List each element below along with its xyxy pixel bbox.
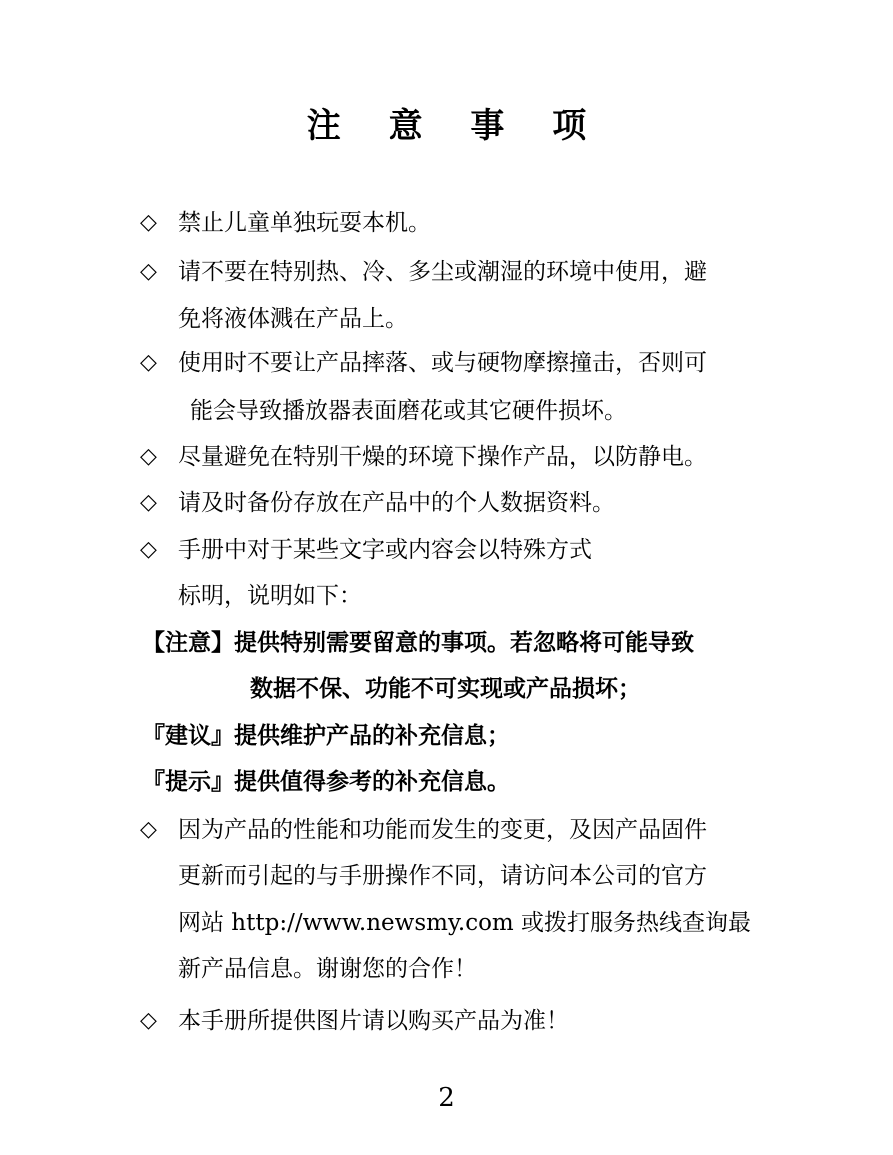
list-item: 请不要在特别热、冷、多尘或潮湿的环境中使用，避	[178, 259, 707, 285]
bullet-icon: ◇	[140, 350, 157, 375]
list-item: 手册中对于某些文字或内容会以特殊方式	[178, 537, 592, 563]
list-item: 因为产品的性能和功能而发生的变更，及因产品固件	[178, 817, 707, 843]
list-item: 尽量避免在特别干燥的环境下操作产品，以防静电。	[178, 444, 707, 470]
bullet-icon: ◇	[140, 537, 157, 562]
bullet-icon: ◇	[140, 490, 157, 515]
bullet-icon: ◇	[140, 210, 157, 235]
page-number: 2	[438, 1083, 455, 1113]
list-item-continuation: 新产品信息。谢谢您的合作！	[178, 956, 477, 982]
list-item-continuation: 网站 http://www.newsmy.com 或拨打服务热线查询最	[178, 910, 752, 936]
bullet-icon: ◇	[140, 1008, 157, 1033]
list-item-continuation: 免将液体溅在产品上。	[178, 306, 408, 332]
caution-note-continuation: 数据不保、功能不可实现或产品损坏；	[250, 676, 641, 702]
list-item-continuation: 更新而引起的与手册操作不同，请访问本公司的官方	[178, 863, 707, 889]
list-item: 使用时不要让产品摔落、或与硬物摩擦撞击，否则可	[178, 350, 707, 376]
list-item: 请及时备份存放在产品中的个人数据资料。	[178, 490, 615, 516]
list-item-continuation: 标明，说明如下：	[178, 583, 362, 609]
tip-note: 『提示』提供值得参考的补充信息。	[142, 769, 510, 795]
list-item: 禁止儿童单独玩耍本机。	[178, 210, 431, 236]
list-item-continuation: 能会导致播放器表面磨花或其它硬件损坏。	[190, 398, 627, 424]
list-item: 本手册所提供图片请以购买产品为准！	[178, 1008, 569, 1034]
bullet-icon: ◇	[140, 259, 157, 284]
bullet-icon: ◇	[140, 817, 157, 842]
page-title: 注 意 事 项	[306, 106, 605, 146]
bullet-icon: ◇	[140, 444, 157, 469]
caution-note: 【注意】提供特别需要留意的事项。若忽略将可能导致	[142, 630, 694, 656]
suggestion-note: 『建议』提供维护产品的补充信息；	[142, 723, 510, 749]
